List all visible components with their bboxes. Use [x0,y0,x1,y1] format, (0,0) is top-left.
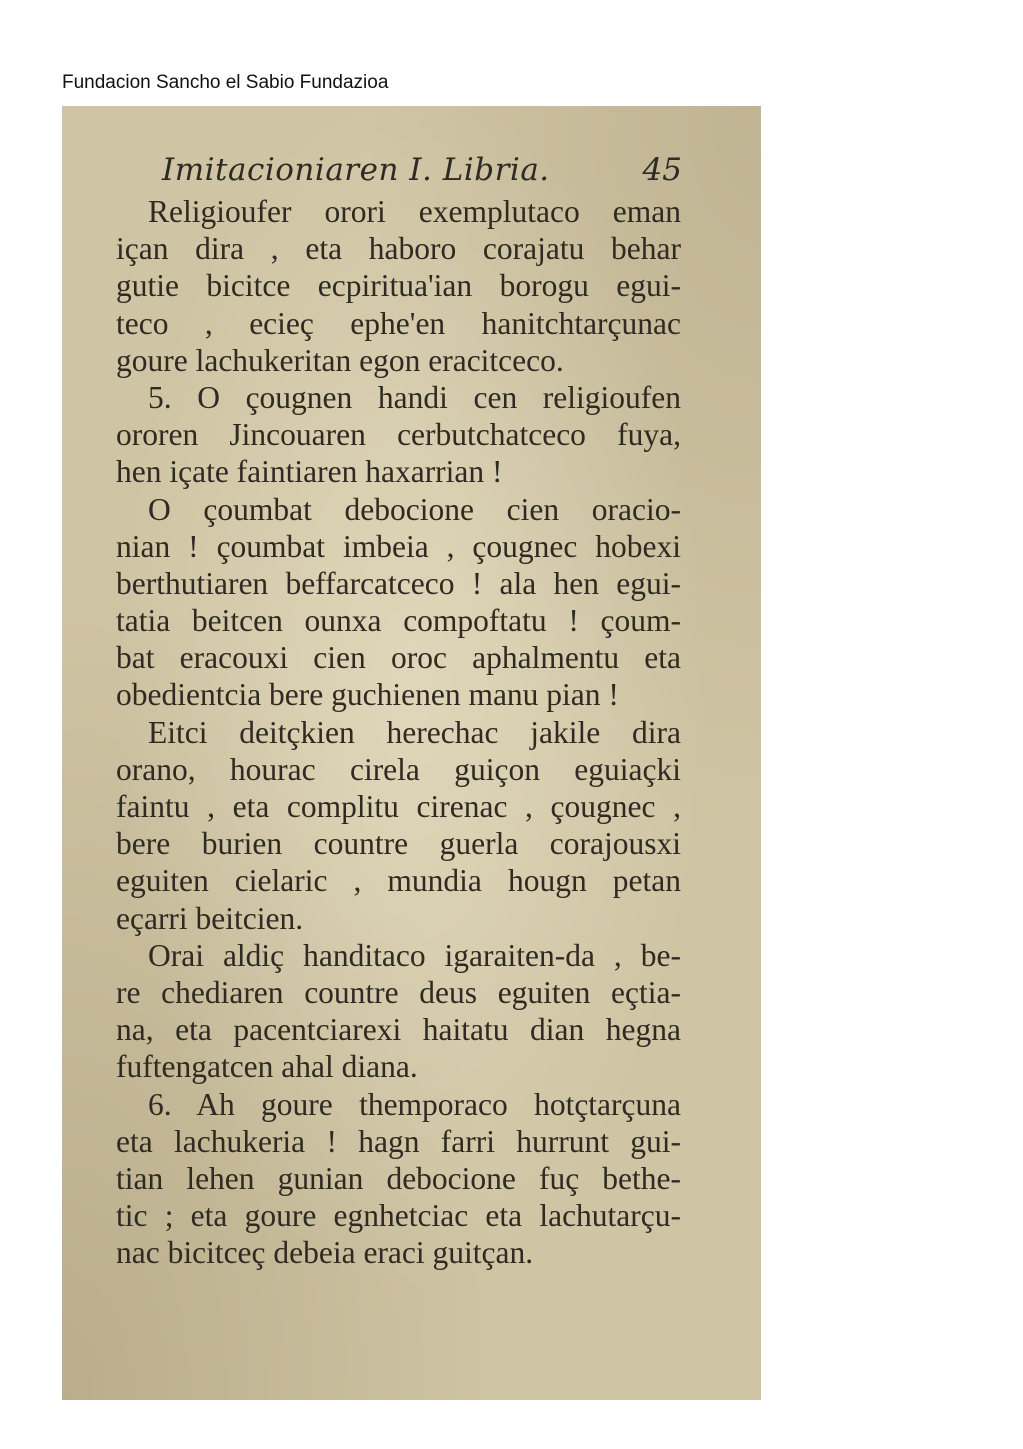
text-line: bere burien countre guerla corajousxi [116,826,681,862]
text-line: ororen Jincouaren cerbutchatceco fuya, [116,417,681,453]
text-line: tic ; eta goure egnhetciac eta lachutarçu- [116,1198,681,1234]
text-line: nian ! çoumbat imbeia , çougnec hobexi [116,528,681,564]
text-line: Orai aldiç handitaco igaraiten-da , be- [148,937,681,973]
page-number: 45 [642,152,682,188]
text-line: O çoumbat debocione cien oracio- [148,491,681,527]
text-line: berthutiaren beffarcatceco ! ala hen egui- [116,565,681,601]
text-line: içan dira , eta haboro corajatu behar [116,231,681,267]
text-line: Religioufer orori exemplutaco eman [148,194,681,229]
text-line: obedientcia bere guchienen manu pian ! [116,677,619,713]
text-line: teco , ecieç ephe'en hanitchtarçunac [116,305,681,341]
text-line: eçarri beitcien. [116,900,304,936]
scanned-page [62,106,761,1400]
text-line: re chediaren countre deus eguiten eçtia- [116,974,681,1010]
text-line: tatia beitcen ounxa compoftatu ! çoum- [116,603,681,639]
text-line: bat eracouxi cien oroc aphalmentu eta [116,640,681,676]
text-line: eta lachukeria ! hagn farri hurrunt gui- [116,1123,681,1159]
text-line: nac bicitceç debeia eraci guitçan. [116,1235,534,1271]
text-line: faintu , eta complitu cirenac , çougnec , [116,789,681,824]
text-line: orano, hourac cirela guiçon eguiaçki [116,751,681,787]
page-header [162,152,682,196]
text-line: eguiten cielaric , mundia hougn petan [116,863,681,899]
text-line: Eitci deitçkien herechac jakile dira [148,714,681,750]
running-title: Imitacioniaren I. Libria. [162,152,550,188]
text-line: goure lachukeritan egon eracitceco. [116,342,564,378]
text-line: 6. Ah goure themporaco hotçtarçuna [148,1086,681,1122]
watermark-text: Fundacion Sancho el Sabio Fundazioa [62,72,389,93]
text-line: fuftengatcen ahal diana. [116,1049,418,1085]
body-text [116,193,681,1271]
text-line: gutie bicitce ecpiritua'ian borogu egui- [116,268,681,304]
text-line: 5. O çougnen handi cen religioufen [148,379,681,415]
text-line: tian lehen gunian debocione fuç bethe- [116,1160,681,1196]
text-line: na, eta pacentciarexi haitatu dian hegna [116,1012,681,1048]
text-line: hen içate faintiaren haxarrian ! [116,454,503,490]
